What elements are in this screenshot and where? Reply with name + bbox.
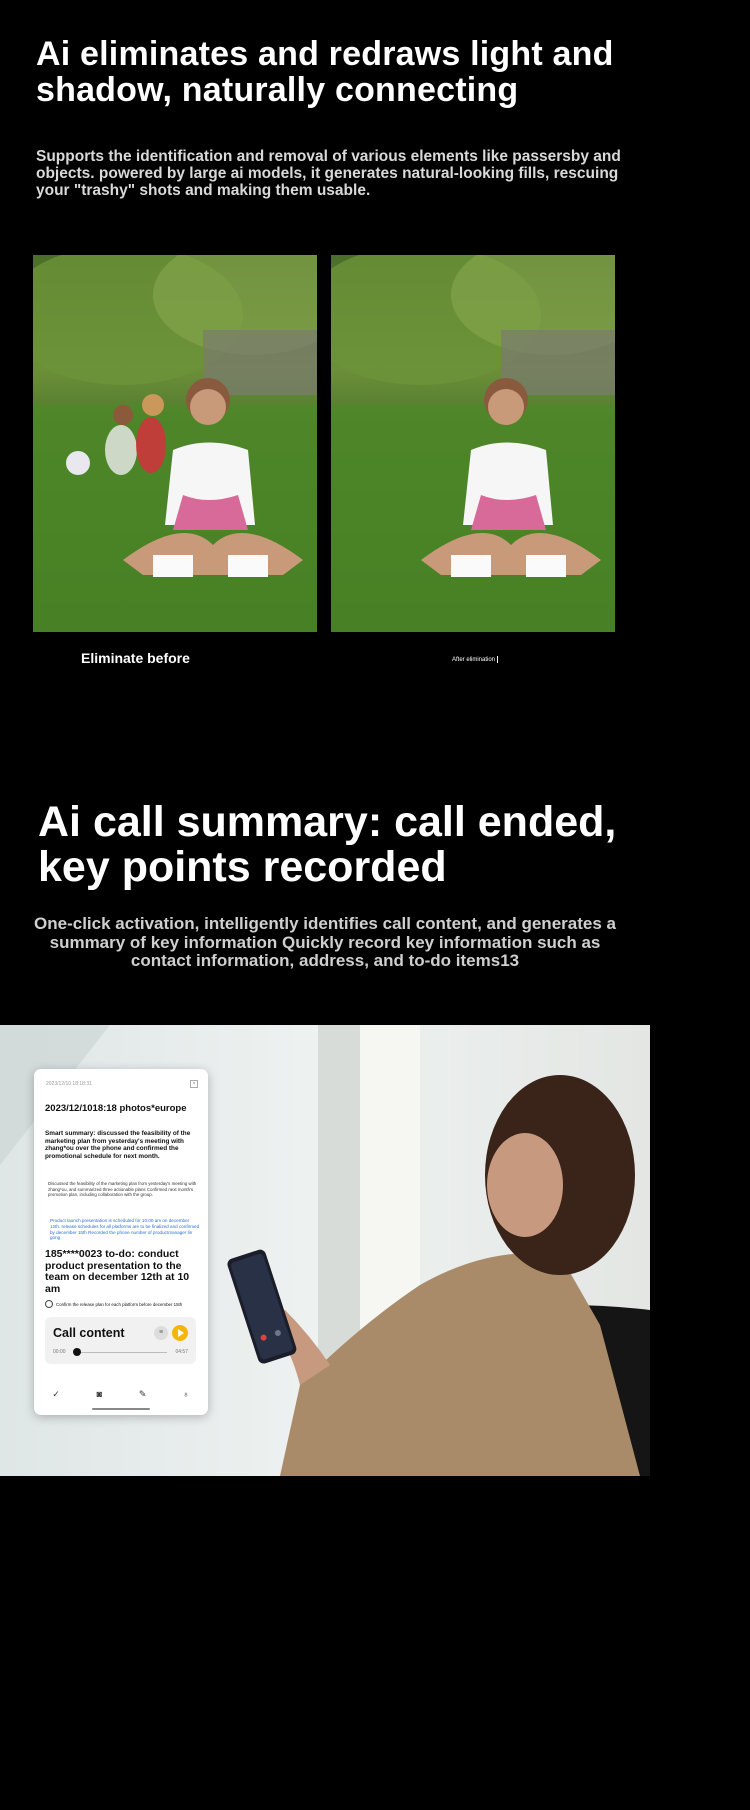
player-title: Call content <box>53 1326 125 1340</box>
summary-detail-text: Discussed the feasibility of the marketing plan from yesterday's meeting with zhang*ou, and summarized three actionable plans Confirmed next month's promotion plan, including collaboration with the group. <box>48 1181 197 1198</box>
check-circle-icon[interactable]: ✓ <box>52 1389 60 1399</box>
todo-checkbox-row[interactable] <box>45 1300 205 1308</box>
caption-after-label: After elimination <box>452 657 496 664</box>
mic-icon[interactable]: ♁ <box>182 1389 190 1399</box>
player-progress-knob[interactable] <box>73 1348 81 1356</box>
section-title-ai-eliminate: Ai eliminates and redraws light and shadow, naturally connecting <box>36 35 614 109</box>
smart-summary-text: Smart summary: discussed the feasibility of the marketing plan from yesterday's meeting with zhang*ou over the phone and confirmed the promotional schedule for next month. <box>45 1130 191 1160</box>
section-title-call-summary: Ai call summary: call ended, key points recorded <box>38 798 617 891</box>
section-description-call-summary: One-click activation, intelligently identifies call content, and generates a summary of key information Quickly record key information such as contact information, address, and to-do items13 <box>34 914 616 970</box>
card-meta-timestamp: 2023/12/10 18:18:31 <box>46 1081 92 1087</box>
pen-icon[interactable]: ✎ <box>138 1389 147 1399</box>
checkbox-icon[interactable] <box>45 1300 53 1308</box>
section-description-ai-eliminate: Supports the identification and removal of various elements like passersby and objects. powered by large ai models, it generates natural-looking fills, rescuing your "trashy" shots and making them usable. <box>36 148 621 199</box>
player-time-start: 00:00 <box>53 1349 66 1355</box>
player-progress-track[interactable] <box>75 1352 167 1353</box>
home-indicator <box>92 1408 150 1410</box>
phone-todo-text: 185****0023 to-do: conduct product presentation to the team on december 12th at 10 am <box>45 1248 190 1295</box>
card-heading: 2023/12/1018:18 photos*europe <box>45 1103 187 1114</box>
list-icon[interactable]: ≡ <box>154 1326 168 1340</box>
camera-icon[interactable]: ◙ <box>96 1389 103 1399</box>
call-summary-card <box>34 1069 208 1415</box>
text-cursor-icon <box>497 656 498 663</box>
caption-before: Eliminate before <box>81 650 190 666</box>
caption-after <box>452 656 498 663</box>
todo-checkbox-label: Confirm the release plan for each platform before december 15th <box>56 1301 183 1307</box>
photo-after-elimination <box>331 255 615 632</box>
photo-before-elimination <box>33 255 317 632</box>
card-toolbar <box>46 1389 196 1400</box>
close-icon[interactable]: × <box>190 1080 198 1088</box>
player-time-end: 04:57 <box>175 1349 188 1355</box>
play-icon[interactable] <box>172 1325 188 1341</box>
key-info-highlight[interactable]: Product launch presentation is scheduled for 10:00 am on december 12th. release schedules for all platforms are to be finalized and confirmed by december 15th Recorded the phone number of productmanager lin gong <box>50 1218 200 1241</box>
call-content-player <box>45 1317 196 1364</box>
